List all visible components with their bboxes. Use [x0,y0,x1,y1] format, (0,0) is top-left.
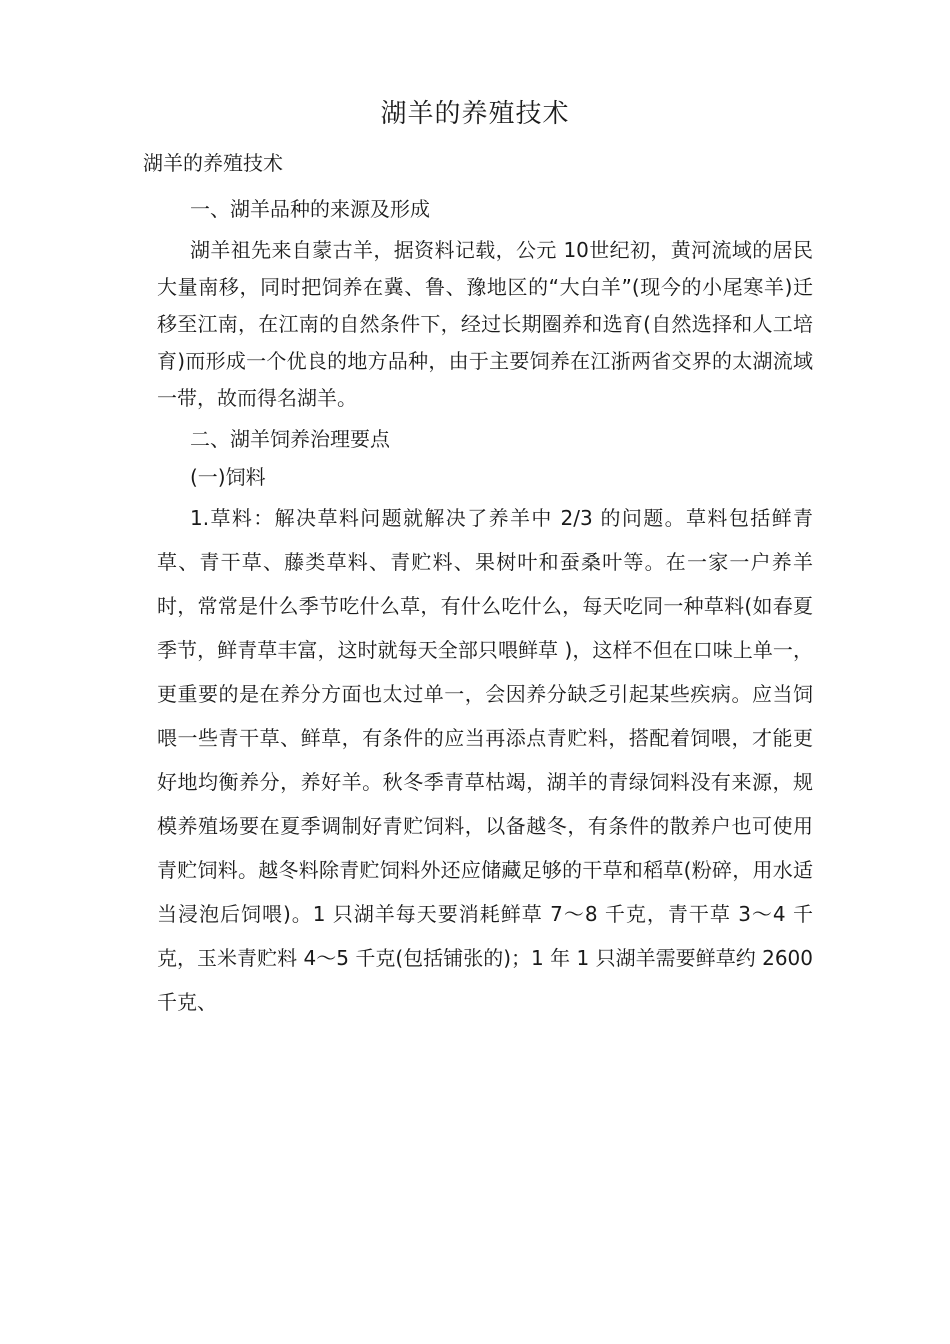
page-title: 湖羊的养殖技术 [380,99,570,129]
section-heading-management: 二、湖羊饲养治理要点 [190,427,390,451]
subsection-heading-feed: (一)饲料 [190,465,266,489]
document-subtitle: 湖羊的养殖技术 [143,151,283,175]
section-heading-origin: 一、湖羊品种的来源及形成 [190,197,430,221]
paragraph-feed: 1.草料：解决草料问题就解决了养羊中 2/3 的问题。草料包括鲜青草、青干草、藤类草料、青贮料、果树叶和蚕桑叶等。在一家一户养羊时，常常是什么季节吃什么草，有什么吃什么，每天吃同一种草料(如春夏季节，鲜青草丰富，这时就每天全部只喂鲜草 )，这样不但在口味上单一，更重要的是在养分方面也太过单一，会因养分缺乏引起某些疾病。应当饲喂一些青干草、鲜草，有条件的应当再添点青贮料，搭配着饲喂，才能更好地均衡养分，养好羊。秋冬季青草枯竭，湖羊的青绿饲料没有来源，规模养殖场要在夏季调制好青贮饲料，以备越冬，有条件的散养户也可使用青贮饲料。越冬料除青贮饲料外还应储藏足够的干草和稻草(粉碎，用水适当浸泡后饲喂)。1 只湖羊每天要消耗鲜草 7～8 千克，青干草 3～4 千克，玉米青贮料 4～5 千克(包括铺张的)；1 年 1 只湖羊需要鲜草约 2600 千克、 [157,506,813,1014]
paragraph-origin: 湖羊祖先来自蒙古羊，据资料记载，公元 10世纪初，黄河流域的居民大量南移，同时把饲养在冀、鲁、豫地区的“大白羊”(现今的小尾寒羊)迁移至江南，在江南的自然条件下，经过长期圈养和选育(自然选择和人工培育)而形成一个优良的地方品种，由于主要饲养在江浙两省交界的太湖流域一带，故而得名湖羊。 [157,238,813,410]
